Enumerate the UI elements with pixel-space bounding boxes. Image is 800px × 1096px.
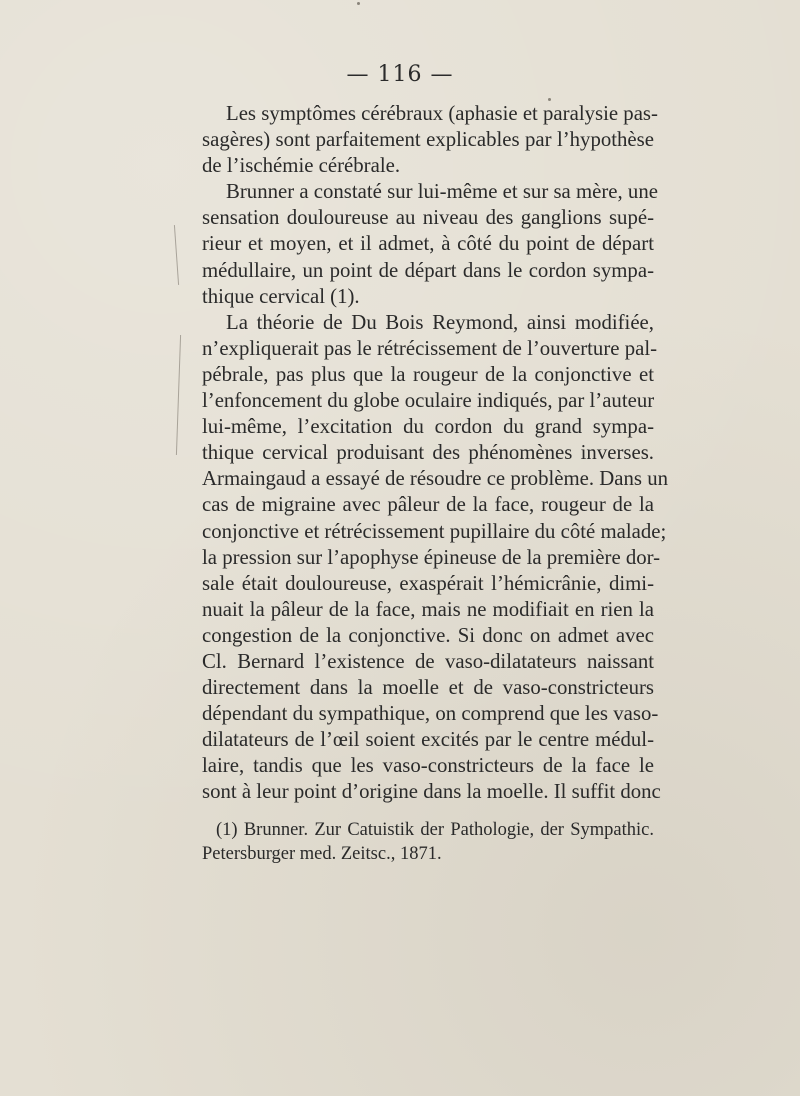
body-line: cas de migraine avec pâleur de la face, rougeur de la: [202, 493, 654, 517]
page-number: — 116 —: [346, 62, 454, 87]
footnote-line: Petersburger med. Zeitsc., 1871.: [202, 844, 442, 864]
body-line: médullaire, un point de départ dans le cordon sympa-: [202, 258, 654, 282]
body-line: sale était douloureuse, exaspérait l’hémicrânie, dimi-: [202, 571, 654, 595]
body-line: sensation douloureuse au niveau des ganglions supé-: [202, 206, 654, 230]
margin-pencil-mark: [176, 335, 181, 455]
body-line: Cl. Bernard l’existence de vaso-dilatateurs naissant: [202, 649, 654, 673]
body-line: La théorie de Du Bois Reymond, ainsi modifiée,: [226, 310, 654, 334]
body-line: l’enfoncement du globe oculaire indiqués, par l’auteur: [202, 389, 655, 413]
body-line: Brunner a constaté sur lui-même et sur sa mère, une: [226, 180, 658, 204]
body-text: [202, 101, 669, 806]
footnote-line: (1) Brunner. Zur Catuistik der Pathologie, der Sympathic.: [216, 820, 654, 840]
paper-speck: [357, 2, 360, 5]
body-line: sagères) sont parfaitement explicables par l’hypothèse: [202, 128, 654, 152]
body-line: nuait la pâleur de la face, mais ne modifiait en rien la: [202, 597, 654, 621]
body-line: Les symptômes cérébraux (aphasie et paralysie pas-: [226, 102, 658, 125]
paper-speck: [548, 98, 551, 101]
body-line: rieur et moyen, et il admet, à côté du point de départ: [202, 232, 654, 256]
footnote: [202, 818, 654, 866]
body-line: congestion de la conjonctive. Si donc on admet avec: [202, 623, 654, 647]
body-line: de l’ischémie cérébrale.: [202, 154, 401, 178]
body-line: dépendant du sympathique, on comprend que les vaso-: [202, 702, 659, 726]
body-line: thique cervical (1).: [202, 284, 360, 308]
body-line: thique cervical produisant des phénomènes inverses.: [202, 441, 654, 465]
body-line: la pression sur l’apophyse épineuse de la première dor-: [202, 545, 661, 569]
body-line: conjonctive et rétrécissement pupillaire du côté malade;: [202, 519, 667, 543]
body-line: n’expliquerait pas le rétrécissement de l’ouverture pal-: [202, 336, 658, 360]
body-line: laire, tandis que les vaso-constricteurs de la face le: [202, 754, 654, 778]
body-line: directement dans la moelle et de vaso-constricteurs: [202, 676, 654, 700]
body-line: lui-même, l’excitation du cordon du grand sympa-: [202, 415, 654, 439]
body-line: pébrale, pas plus que la rougeur de la conjonctive et: [202, 362, 654, 386]
body-line: sont à leur point d’origine dans la moelle. Il suffit donc: [202, 780, 661, 804]
body-line: dilatateurs de l’œil soient excités par le centre médul-: [202, 728, 654, 752]
body-line: Armaingaud a essayé de résoudre ce problème. Dans un: [202, 467, 669, 491]
margin-pencil-mark: [174, 225, 179, 285]
